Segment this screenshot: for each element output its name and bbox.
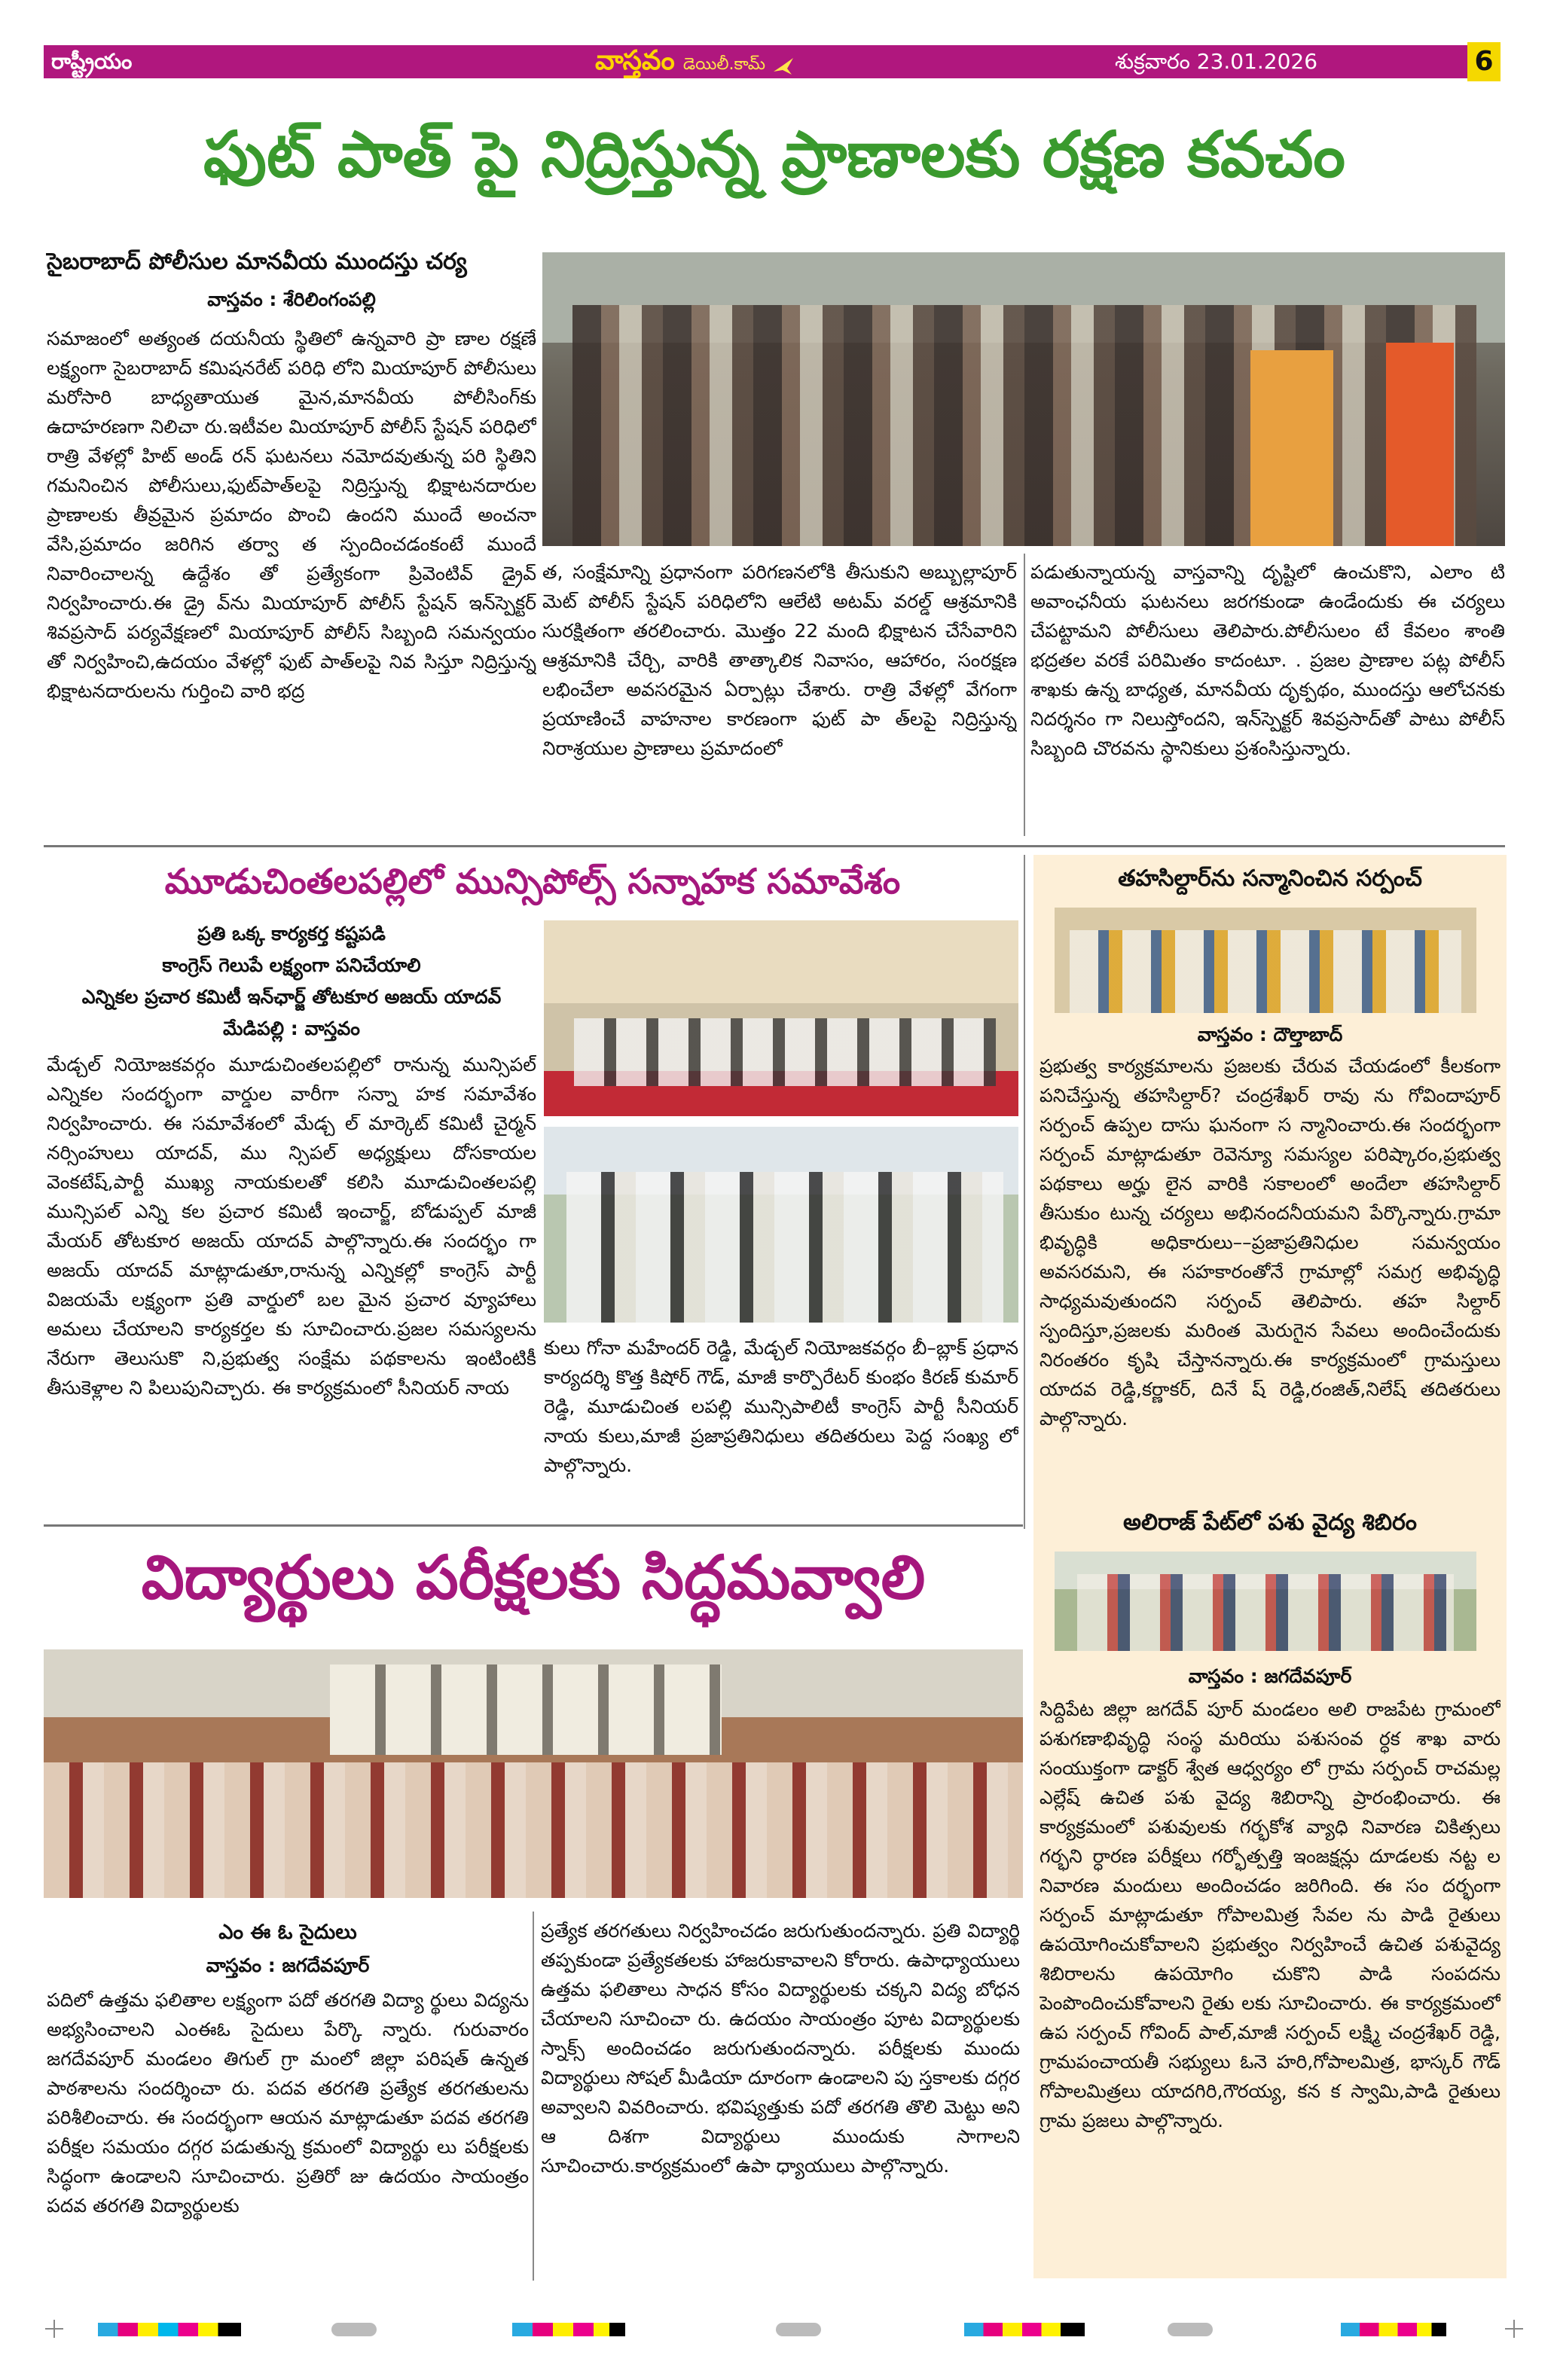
- bird-logo-icon: [772, 56, 795, 76]
- story2-kicker1: ప్రతి ఒక్క కార్యకర్త కష్టపడి: [197, 923, 386, 944]
- story4-body: ప్రభుత్వ కార్యక్రమాలను ప్రజలకు చేరువ చేయడంలో కీలకంగా పనిచేస్తున్న తహసిల్దార్? చంద్రశేఖర్ రావు ను గోవిందాపూర్ సర్పంచ్ ఉప్పల దాసు ఘనంగా స న్మానించారు.ఈ సందర్భంగా సర్పంచ్ మాట్లాడుతూ రెవెన్యూ సమస్యల పరిష్కారం,ప్రభుత్వ పథకాలు అర్హు లైన వారికి సకాలంలో అందేలా తహసిల్దార్ తీసుకుం టున్న చర్యలు అభినందనీయమని పేర్కొన్నారు.గ్రామా భివృద్ధికి అధికారులు––ప్రజాప్రతినిధుల సమన్వయం అవసరమని, ఈ సహకారంతోనే గ్రామాల్లో సమగ్ర అభివృద్ధి సాధ్యమవుతుందని సర్పంచ్ తెలిపారు. తహ సిల్దార్ స్పందిస్తూ,ప్రజలకు మరింత మెరుగైన సేవలు అందించేందుకు నిరంతరం కృషి చేస్తానన్నారు.ఈ కార్యక్రమంలో గ్రామస్తులు యాదవ రెడ్డి,కర్ణాకర్, దినే ష్ రెడ్డి,రంజిత్,నిలేష్ తదితరులు పాల్గొన్నారు.: [1040, 1055, 1501, 1430]
- story2-kicker2: కాంగ్రెస్ గెలుపే లక్ష్యంగా పనిచేయాలి: [162, 954, 421, 976]
- story1-col1: సమాజంలో అత్యంత దయనీయ స్థితిలో ఉన్నవారి ప్రా ణాల రక్షణే లక్ష్యంగా సైబరాబాద్ కమిషనరేట్ పరిధి లోని మియాపూర్ పోలీసులు మరోసారి బాధ్యతాయుత మైన,మానవీయ పోలీసింగ్‌కు ఉదాహరణగా నిలిచా రు.ఇటీవల మియాపూర్ పోలీస్ స్టేషన్ పరిధిలో రాత్రి వేళల్లో హిట్ అండ్ రన్ ఘటనలు నమోదవుతున్న పరి స్థితిని గమనించిన పోలీసులు,ఫుట్‌పాత్‌లపై నిద్రిస్తున్న భిక్షాటనదారుల ప్రాణాలకు తీవ్రమైన ప్రమాదం పొంచి ఉందని ముందే అంచనా వేసి,ప్రమాదం జరిగిన తర్వా త స్పందించడంకంటే ముందే నివారించాలన్న ఉద్దేశం తో ప్రత్యేకంగా ప్రివెంటివ్ డ్రైవ్ నిర్వహించారు.ఈ డ్రై వ్‌ను మియాపూర్ పోలీస్ స్టేషన్ ఇన్‌స్పెక్టర్ శివప్రసాద్ పర్యవేక్షణలో మియాపూర్ పోలీస్ సిబ్బంది సమన్వయం తో నిర్వహించి,ఉదయం వేళల్లో ఫుట్ పాత్‌లపై నివ సిస్తూ నిద్రిస్తున్న భిక్షాటనదారులను గుర్తించి వారి భద్ర: [47, 328, 536, 702]
- story5-photo: [1055, 1552, 1476, 1651]
- column-rule: [1024, 554, 1025, 836]
- masthead: [595, 42, 795, 80]
- story3-col2: ప్రత్యేక తరగతులు నిర్వహించడం జరుగుతుందన్నారు. ప్రతి విద్యార్థి తప్పకుండా ప్రత్యేకతలకు హాజరుకావాలని కోరారు. ఉపాధ్యాయులు ఉత్తమ ఫలితాలు సాధన కోసం విద్యార్థులకు చక్కని విద్య బోధన చేయాలని సూచించా రు. ఉదయం సాయంత్రం పూట విద్యార్థులకు స్నాక్స్ అందించడం జరుగుతుందన్నారు. పరీక్షలకు ముందు విద్యార్థులు సోషల్ మీడియా దూరంగా ఉండాలని పు స్తకాలకు దగ్గర అవ్వాలని వివరించారు. భవిష్యత్తుకు పదో తరగతి తొలి మెట్టు అని ఆ దిశగా విద్యార్థులు ముందుకు సాగాలని సూచించారు.కార్యక్రమంలో ఉపా ధ్యాయులు పాల్గొన్నారు.: [541, 1920, 1020, 2177]
- story3-byline: ఎం ఈ ఓ సైదులు: [218, 1921, 357, 1944]
- color-bar: [1341, 2323, 1446, 2336]
- story2-photo-meeting: [544, 920, 1018, 1116]
- gray-swatch: [1168, 2323, 1213, 2336]
- gray-swatch: [776, 2323, 821, 2336]
- story2-col2: కులు గోనా మహేందర్ రెడ్డి, మేడ్చల్ నియోజకవర్గం బీ–బ్లాక్ ప్రధాన కార్యదర్శి కొత్త కిషోర్ గౌడ్, మాజీ కార్పొరేటర్ కుంభం కిరణ్ కుమార్ రెడ్డి, మూడుచింత లపల్లి మున్సిపాలిటీ కాంగ్రెస్ పార్టీ సీనియర్ నాయ కులు,మాజీ ప్రజాప్రతినిధులు తదితరులు పెద్ద సంఖ్య లో పాల్గొన్నారు.: [544, 1337, 1018, 1476]
- story2-kicker3: ఎన్నికల ప్రచార కమిటీ ఇన్‌ఛార్జ్ తోటకూర అజయ్ యాదవ్: [81, 986, 502, 1008]
- color-bar: [964, 2323, 1085, 2336]
- story1-col2: త, సంక్షేమాన్ని ప్రధానంగా పరిగణనలోకి తీసుకుని అబ్బుల్లాపూర్ మెట్ పోలీస్ స్టేషన్ పరిధిలోని ఆలేటి అటమ్ వరల్డ్ ఆశ్రమానికి సురక్షితంగా తరలించారు. మొత్తం 22 మంది భిక్షాటన చేసేవారిని ఆశ్రమానికి చేర్చి, వారికి తాత్కాలిక నివాసం, ఆహారం, సంరక్షణ లభించేలా అవసరమైన ఏర్పాట్లు చేశారు. రాత్రి వేళల్లో వేగంగా ప్రయాణించే వాహనాల కారణంగా ఫుట్ పా త్‌లపై నిద్రిస్తున్న నిరాశ్రయుల ప్రాణాలు ప్రమాదంలో: [542, 561, 1017, 759]
- issue-date: శుక్రవారం 23.01.2026: [1115, 49, 1318, 74]
- story5-headline: అలిరాజ్ పేట్‌లో పశు వైద్య శిబిరం: [1122, 1509, 1418, 1536]
- registration-crosshair-icon: [1505, 2320, 1523, 2338]
- story1-col3: పడుతున్నాయన్న వాస్తవాన్ని దృష్టిలో ఉంచుకొని, ఎలాం టి అవాంఛనీయ ఘటనలు జరగకుండా ఉండేందుకు ఈ చర్యలు చేపట్టామని పోలీసులు తెలిపారు.పోలీసులం టే కేవలం శాంతి భద్రతల వరకే పరిమితం కాదంటూ. . ప్రజల ప్రాణాల పట్ల పోలీస్ శాఖకు ఉన్న బాధ్యత, మానవీయ దృక్పథం, ముందస్తు ఆలోచనకు నిదర్శనం గా నిలుస్తోందని, ఇన్‌స్పెక్టర్ శివప్రసాద్‌తో పాటు పోలీస్ సిబ్బంది చొరవను స్థానికులు ప్రశంసిస్తున్నారు.: [1030, 561, 1505, 759]
- story1-dateline: వాస్తవం : శేరిలింగంపల్లి: [207, 288, 376, 310]
- section-label: రాష్ట్రీయం: [51, 49, 133, 74]
- section-rule: [44, 1524, 1023, 1527]
- story4-dateline: వాస్తవం : దౌల్తాబాద్: [1197, 1024, 1343, 1045]
- story1-photo: [542, 252, 1505, 546]
- masthead-tagline: డెయిలీ.కామ్: [682, 55, 766, 74]
- masthead-title: వాస్తవం: [595, 45, 675, 76]
- registration-crosshair-icon: [45, 2320, 63, 2338]
- story2-photo-walk: [544, 1127, 1018, 1323]
- story4-photo: [1055, 908, 1476, 1013]
- page-number: 6: [1467, 42, 1501, 81]
- color-bar: [512, 2323, 625, 2336]
- story3-headline: విద్యార్థులు పరీక్షలకు సిద్ధమవ్వాలి: [141, 1542, 926, 1613]
- story5-body: సిద్దిపేట జిల్లా జగదేవ్ పూర్ మండలం అలి రాజపేట గ్రామంలో పశుగణాభివృద్ధి సంస్థ మరియు పశుసంవ ర్ధక శాఖ వారు సంయుక్తంగా డాక్టర్ శ్వేత ఆధ్వర్యం లో గ్రామ సర్పంచ్ రాచమల్ల ఎల్లేష్ ఉచిత పశు వైద్య శిబిరాన్ని ప్రారంభించారు. ఈ కార్యక్రమంలో పశువులకు గర్భకోశ వ్యాధి నివారణ చికిత్సలు గర్భని ర్ధారణ పరీక్షలు గర్భోత్పత్తి ఇంజక్షన్లు దూడలకు నట్ట ల నివారణ మందులు అందించడం జరిగింది. ఈ సం దర్భంగా సర్పంచ్ మాట్లాడుతూ గోపాలమిత్ర సేవల ను పాడి రైతులు ఉపయోగించుకోవాలని ప్రభుత్వం నిర్వహించే ఉచిత పశువైద్య శిబిరాలను ఉపయోగిం చుకొని పాడి సంపదను పెంపొందించుకోవాలని రైతు లకు సూచించారు. ఈ కార్యక్రమంలో ఉప సర్పంచ్ గోవింద్ పాల్,మాజీ సర్పంచ్ లక్ష్మి చంద్రశేఖర్ రెడ్డి, గ్రామపంచాయతీ సభ్యులు ఓనె హరి,గోపాలమిత్ర, భాస్కర్ గౌడ్ గోపాలమిత్రలు యాదగిరి,గౌరయ్య, కన క స్వామి,పాడి రైతులు గ్రామ ప్రజలు పాల్గొన్నారు.: [1040, 1698, 1501, 2131]
- story1-subhead: సైబరాబాద్ పోలీసుల మానవీయ ముందస్తు చర్య: [47, 249, 467, 275]
- column-rule: [533, 1912, 534, 2281]
- story2-dateline: మేడిపల్లి : వాస్తవం: [223, 1018, 360, 1039]
- section-rule: [44, 845, 1505, 847]
- story2-headline: మూడుచింతలపల్లిలో మున్సిపోల్స్ సన్నాహక సమావేశం: [164, 861, 901, 902]
- story4-headline: తహసిల్దార్‌ను సన్మానించిన సర్పంచ్: [1118, 865, 1422, 892]
- story5-dateline: వాస్తవం : జగదేవపూర్: [1188, 1665, 1352, 1687]
- story3-dateline: వాస్తవం : జగదేవపూర్: [206, 1954, 370, 1976]
- story3-photo: [44, 1649, 1023, 1898]
- color-bar: [98, 2323, 241, 2336]
- story2-col1: మేడ్చల్ నియోజకవర్గం మూడుచింతలపల్లిలో రానున్న మున్సిపల్ ఎన్నికల సందర్భంగా వార్డుల వారీగా సన్నా హక సమావేశం నిర్వహించారు. ఈ సమావేశంలో మేడ్చ ల్ మార్కెట్ కమిటీ చైర్మన్ నర్సింహులు యాదవ్, ము న్సిపల్ అధ్యక్షులు దోసకాయల వెంకటేష్,పార్టీ ముఖ్య నాయకులతో కలిసి మూడుచింతలపల్లి మున్సిపల్ ఎన్ని కల ప్రచార కమిటీ ఇంచార్జ్, బోడుప్పల్ మాజీ మేయర్ తోటకూర అజయ్ యాదవ్ పాల్గొన్నారు.ఈ సందర్భం గా అజయ్ యాదవ్ మాట్లాడుతూ,రానున్న ఎన్నికల్లో కాంగ్రెస్ పార్టీ విజయమే లక్ష్యంగా ప్రతి వార్డులో బల మైన ప్రచార వ్యూహాలు అమలు చేయాలని కార్యకర్తల కు సూచించారు.ప్రజల సమస్యలను నేరుగా తెలుసుకొ ని,ప్రభుత్వ సంక్షేమ పథకాలను ఇంటింటికీ తీసుకెళ్లాల ని పిలుపునిచ్చారు. ఈ కార్యక్రమంలో సీనియర్ నాయ: [47, 1054, 536, 1399]
- gray-swatch: [331, 2323, 377, 2336]
- column-rule: [1024, 855, 1025, 1529]
- story1-headline: ఫుట్ పాత్ పై నిద్రిస్తున్న ప్రాణాలకు రక్షణ కవచం: [203, 117, 1346, 191]
- story3-col1: పదిలో ఉత్తమ ఫలితాల లక్ష్యంగా పదో తరగతి విద్యా ర్థులు విద్యను అభ్యసించాలని ఎంఈఓ సైదులు పేర్కొ న్నారు. గురువారం జగదేవపూర్ మండలం తిగుల్ గ్రా మంలో జిల్లా పరిషత్ ఉన్నత పాఠశాలను సందర్శించా రు. పదవ తరగతి ప్రత్యేక తరగతులను పరిశీలించారు. ఈ సందర్భంగా ఆయన మాట్లాడుతూ పదవ తరగతి పరీక్షల సమయం దగ్గర పడుతున్న క్రమంలో విద్యార్థు లు పరీక్షలకు సిద్ధంగా ఉండాలని సూచించారు. ప్రతిరో జు ఉదయం సాయంత్రం పదవ తరగతి విద్యార్థులకు: [47, 1989, 529, 2217]
